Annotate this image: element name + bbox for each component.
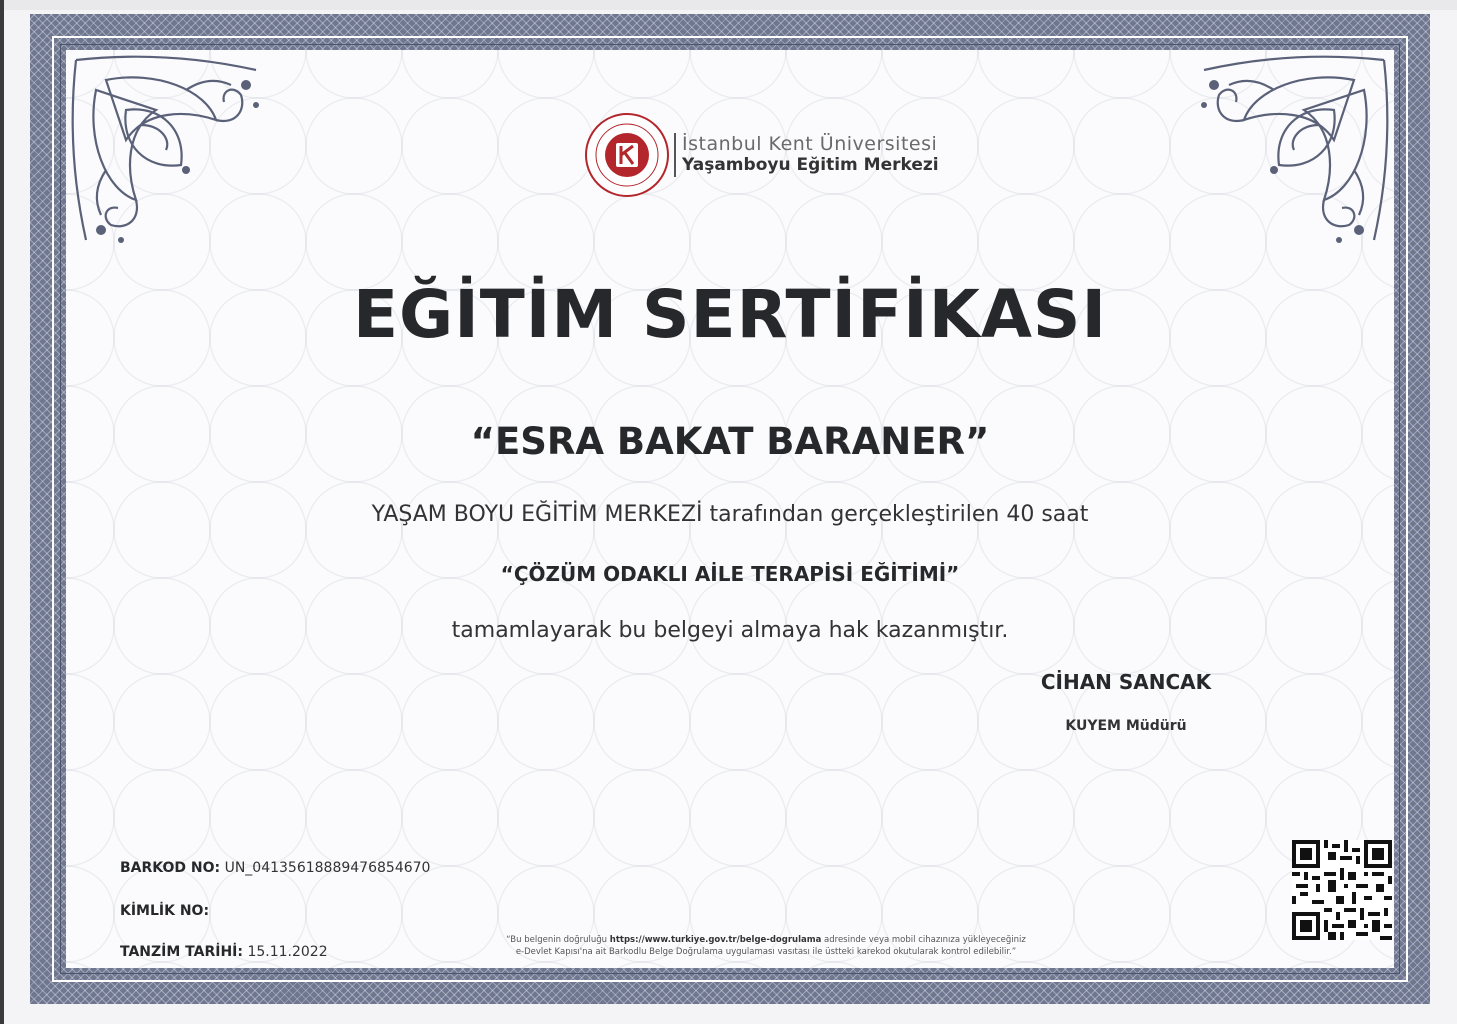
verification-note [366, 934, 1166, 959]
barcode-number [120, 860, 430, 876]
issue-date-value: 15.11.2022 [247, 944, 328, 960]
institution-logo [584, 112, 939, 198]
verification-note-part1: “Bu belgenin doğruluğu [506, 935, 610, 945]
recipient-name: “ESRA BAKAT BARANER” [470, 420, 990, 463]
id-label: KİMLİK NO: [120, 903, 210, 919]
page-top-edge [0, 0, 1457, 10]
signatory-name: CİHAN SANCAK [1040, 670, 1212, 694]
certificate-paper [66, 50, 1394, 968]
verification-note-part2: adresinde veya mobil cihazınıza yükleyeceğiniz [821, 935, 1026, 945]
logo-text [682, 134, 939, 175]
qr-code-icon [1292, 840, 1392, 940]
issue-date [120, 944, 328, 960]
verification-note-line2: e-Devlet Kapısı'na ait Barkodlu Belge Doğrulama uygulaması vasıtası ile üstteki karekod okutularak kontrol edilebilir.” [515, 947, 1017, 958]
certificate-body-line3: tamamlayarak bu belgeyi almaya hak kazanmıştır. [451, 618, 1009, 643]
center-name: Yaşamboyu Eğitim Merkezi [682, 155, 939, 176]
certificate-title: EĞİTİM SERTİFİKASI [352, 276, 1108, 353]
university-name: İstanbul Kent Üniversitesi [682, 133, 938, 156]
logo-divider [674, 133, 676, 177]
id-number [120, 903, 209, 919]
university-seal-icon [584, 112, 670, 198]
certificate-body-line1: YAŞAM BOYU EĞİTİM MERKEZİ tarafından gerçekleştirilen 40 saat [371, 502, 1089, 527]
corner-ornament-top-left [66, 50, 266, 250]
window-left-edge [0, 0, 4, 1024]
corner-ornament-top-right [1194, 50, 1394, 250]
barcode-value: UN_04135618889476854670 [224, 860, 431, 876]
barcode-label: BARKOD NO: [120, 860, 221, 876]
signatory-title: KUYEM Müdürü [1065, 718, 1187, 734]
course-name: “ÇÖZÜM ODAKLI AİLE TERAPİSİ EĞİTİMİ” [500, 562, 960, 586]
verification-url: https://www.turkiye.gov.tr/belge-dogrulama [609, 935, 822, 945]
certificate [30, 14, 1430, 1004]
issue-date-label: TANZİM TARİHİ: [120, 944, 243, 960]
